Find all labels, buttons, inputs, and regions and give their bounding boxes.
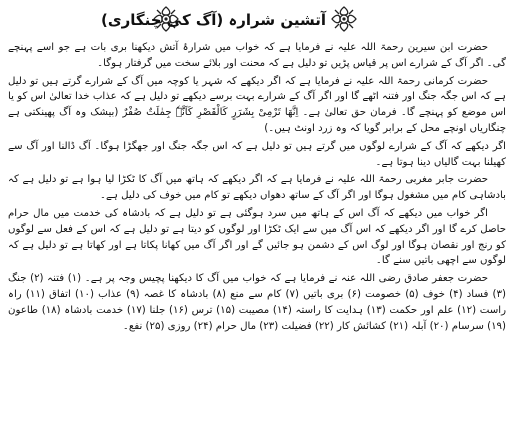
paragraph: اگر خواب میں دیکھے کہ آگ اس کے ہاتھ میں سرد ہوگئی ہے تو دلیل ہے کہ بادشاہ کی خدمت میں مال حرام حاصل کرے گا اور اگر دیکھے کہ اس آگ میں سے ایک ٹکڑا اور لوگوں کو دیتا ہے تو دلیل ہے کہ اس کے فعل سے لوگوں کو رنج اور نقصان ہوگا اور لوگ اس کے دشمن ہو جائیں گے اور اگر آگ میں کھانا پکاتا ہے اور کھاتا ہے تو دلیل ہے کہ لوگوں سے اچھی باتیں سنے گا۔ <box>8 207 506 267</box>
article-body <box>8 40 506 442</box>
paragraph: اگر دیکھے کہ آگ کے شرارے لوگوں میں گرتے ہیں تو دلیل ہے کہ اس جگہ جنگ اور جھگڑا ہوگا۔ آگ ڈالنا اور آگ سے کھیلنا بہت گالیاں دینا ہوتا ہے۔ <box>8 140 506 168</box>
paragraph: حضرت ابن سیرین رحمۃ اللہ علیہ نے فرمایا ہے کہ خواب میں شرارۂ آتش دیکھنا بری بات ہے جو اسے پہنچے گی۔ اگر آگ کے شرارے اس پر قیاس پڑیں تو دلیل ہے کہ محنت اور بلائے سخت میں گرفتار ہوگا۔ <box>8 42 506 69</box>
floral-ornament-icon <box>330 5 358 33</box>
paragraph: حضرت جعفر صادق رضی اللہ عنہ نے فرمایا ہے کہ خواب میں آگ کا دیکھنا پچیس وجہ پر ہے۔ (۱) فتنہ (۲) جنگ (۳) فساد (۴) خوف (۵) خصومت (۶) بری باتیں (۷) کام سے منع (۸) بادشاہ کا غصہ (۹) عذاب (۱۰) اتفاق (۱۱) راہ راست (۱۲) علم اور حکمت (۱۳) ہدایت کا راستہ (۱۴) مصیبت (۱۵) ترس (۱۶) جلنا (۱۷) خدمت بادشاہ (۱۸) طاعون (۱۹) سرسام (۲۰) آبلہ (۲۱) کشائش کار (۲۲) فضیلت (۲۳) مال حرام (۲۴) روزی (۲۵) نفع۔ <box>8 273 506 332</box>
header <box>0 2 512 36</box>
paragraph: حضرت جابر مغربی رحمۃ اللہ علیہ نے فرمایا ہے کہ اگر دیکھے کہ ہاتھ میں آگ کا ٹکڑا لیا ہوا ہے تو دلیل ہے کہ بادشاہی کام میں مشغول ہوگا اور اگر آگ کے ساتھ دھواں دیکھے تو کام میں خوف کی دلیل ہے۔ <box>8 174 506 202</box>
paragraph: حضرت کرمانی رحمۃ اللہ علیہ نے فرمایا ہے کہ اگر دیکھے کہ شہر یا کوچہ میں آگ کے شرارے گرتے ہیں تو دلیل ہے کہ اس جگہ جنگ اور فتنہ اٹھے گا اور اگر آگ کے شرارے بہت برسے دیکھے تو دلیل ہے کہ عذاب خدا تعالیٰ اس کو یا اس موضع کو پہنچے گا۔ فرمان حق تعالیٰ ہے۔ اِنَّھَا تَرْمِیْ بِشَرَرٍ کَالْقَصْرِ کَاَنَّہٗ جِمٰلَتٌ صُفْرٌ (بیشک وہ آگ پھینکتی ہے چنگاریاں اونچے محل کے برابر گویا کہ وہ زرد اونٹ ہیں۔) <box>8 75 506 134</box>
page-title: آتشین شرارہ (آگ کی چنگاری) <box>101 11 326 29</box>
